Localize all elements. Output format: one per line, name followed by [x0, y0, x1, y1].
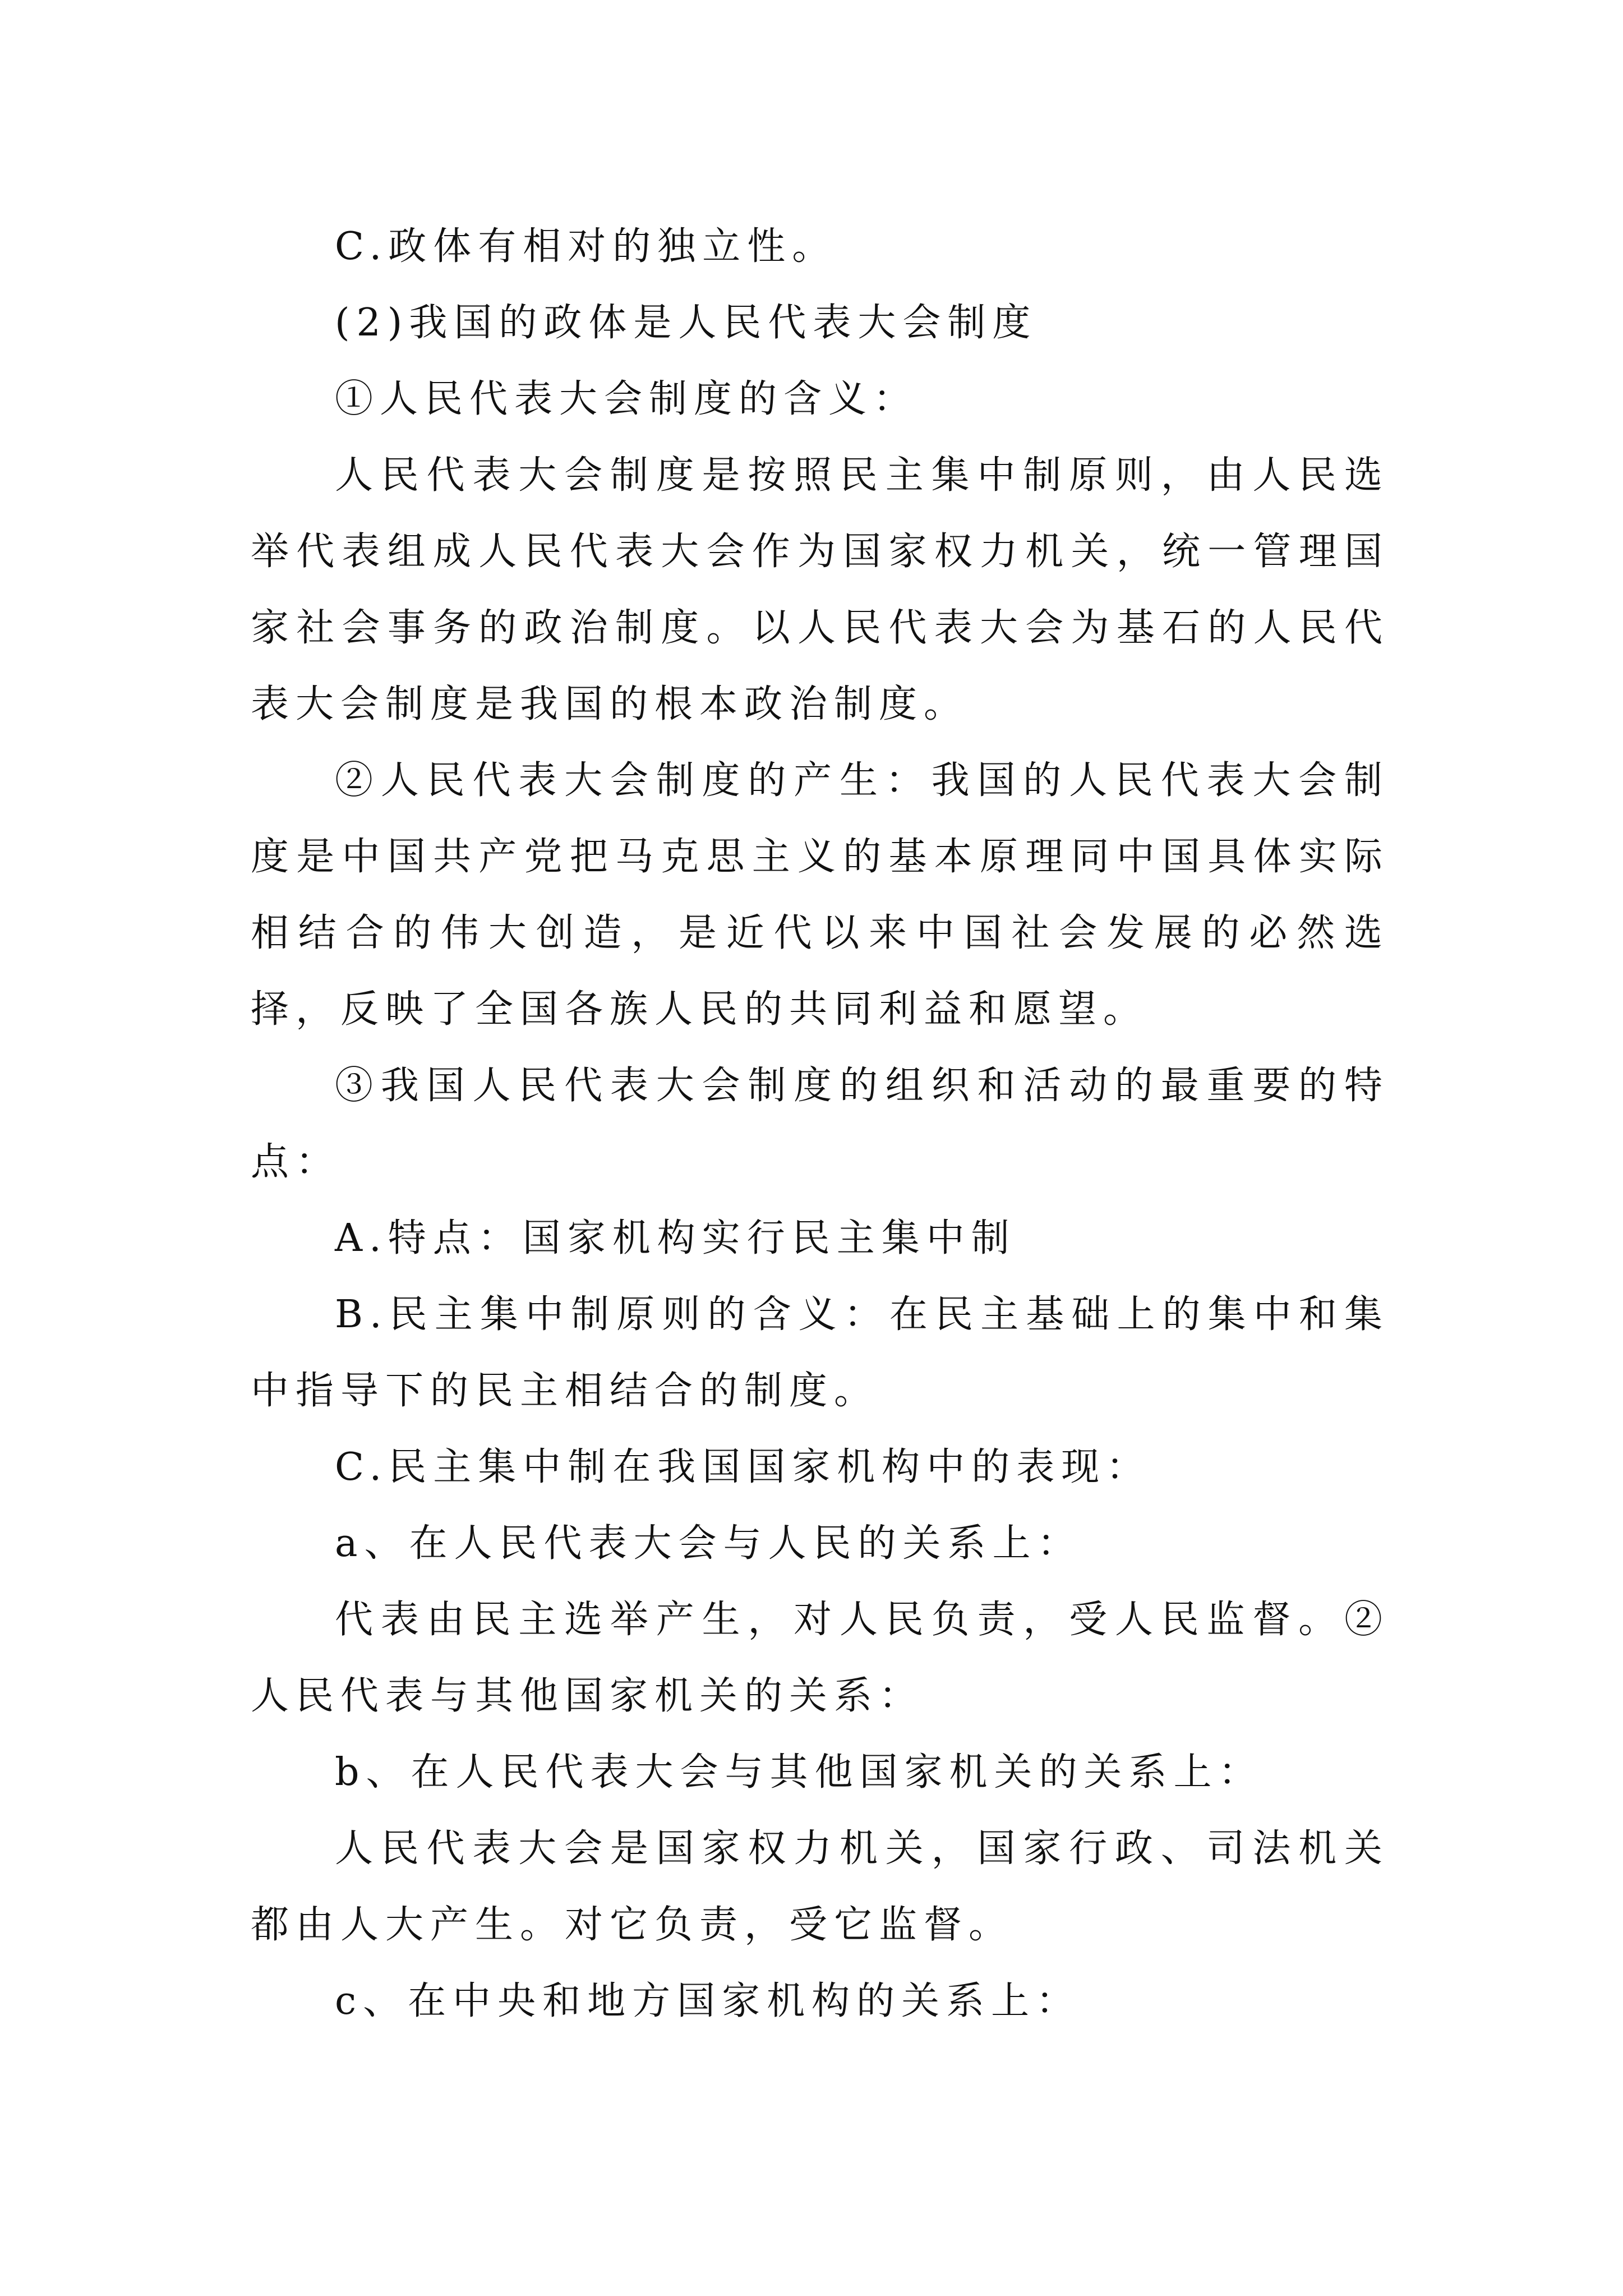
paragraph: c、在中央和地方国家机构的关系上：: [335, 1979, 1081, 2023]
paragraph: ②人民代表大会制度的产生：我国的人民代表大会制度是中国共产党把马克思主义的基本原理同中国具体实际相结合的伟大创造，是近代以来中国社会发展的必然选择，反映了全国各族人民的共同利益和愿望。: [251, 758, 1389, 1032]
paragraph: (2)我国的政体是人民代表大会制度: [335, 301, 1038, 345]
paragraph: 人民代表大会是国家权力机关，国家行政、司法机关都由人大产生。对它负责，受它监督。: [251, 1826, 1389, 1947]
paragraph: B.民主集中制原则的含义：在民主基础上的集中和集中指导下的民主相结合的制度。: [251, 1292, 1389, 1413]
paragraph: C.民主集中制在我国国家机构中的表现：: [335, 1445, 1151, 1489]
paragraph: 代表由民主选举产生，对人民负责，受人民监督。②人民代表与其他国家机关的关系：: [251, 1598, 1389, 1718]
paragraph: C.政体有相对的独立性。: [335, 224, 837, 269]
paragraph: A.特点：国家机构实行民主集中制: [335, 1216, 1016, 1260]
paragraph: 人民代表大会制度是按照民主集中制原则，由人民选举代表组成人民代表大会作为国家权力机关，统一管理国家社会事务的政治制度。以人民代表大会为基石的人民代表大会制度是我国的根本政治制度。: [251, 453, 1389, 726]
paragraph: b、在人民代表大会与其他国家机关的关系上：: [335, 1750, 1264, 1795]
paragraph: ③我国人民代表大会制度的组织和活动的最重要的特点：: [251, 1064, 1389, 1184]
document-body: [251, 209, 1389, 2040]
paragraph: a、在人民代表大会与人民的关系上：: [335, 1521, 1082, 1566]
paragraph: ①人民代表大会制度的含义：: [335, 377, 919, 421]
